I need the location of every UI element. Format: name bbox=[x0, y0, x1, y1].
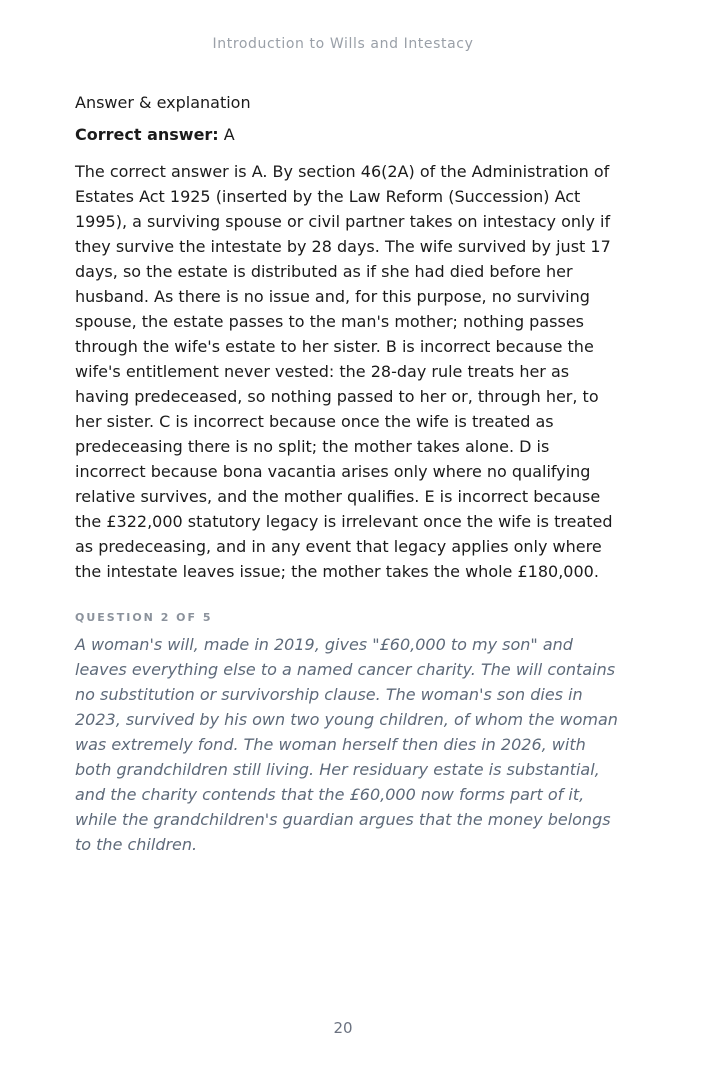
question-label: QUESTION 2 OF 5 bbox=[75, 611, 213, 624]
page-content bbox=[75, 92, 623, 857]
answer-explanation: The correct answer is A. By section 46(2A) of the Administration of Estates Act 1925 (inserted by the Law Reform (Succession) Act 1995), a surviving spouse or civil partner takes on intestacy only if they survive the intestate by 28 days. The wife survived by just 17 days, so the estate is distributed as if she had died before her husband. As there is no issue and, for this purpose, no surviving spouse, the estate passes to the man's mother; nothing passes through the wife's estate to her sister. B is incorrect because the wife's entitlement never vested: the 28-day rule treats her as having predeceased, so nothing passed to her or, through her, to her sister. C is incorrect because once the wife is treated as predeceasing there is no split; the mother takes alone. D is incorrect because bona vacantia arises only where no qualifying relative survives, and the mother qualifies. E is incorrect because the £322,000 statutory legacy is irrelevant once the wife is treated as predeceasing, and in any event that legacy applies only where the intestate leaves issue; the mother takes the whole £180,000. bbox=[75, 162, 613, 581]
running-header: Introduction to Wills and Intestacy bbox=[212, 36, 474, 52]
answer-section-label: Answer & explanation bbox=[75, 93, 251, 112]
correct-answer-label: Correct answer: bbox=[75, 125, 219, 144]
question-text: A woman's will, made in 2019, gives "£60,000 to my son" and leaves everything else to a named cancer charity. The will contains no substitution or survivorship clause. The woman's son dies in 2023, survived by his own two young children, of whom the woman was extremely fond. The woman herself then dies in 2026, with both grandchildren still living. Her residuary estate is substantial, and the charity contends that the £60,000 now forms part of it, while the grandchildren's guardian argues that the money belongs to the children. bbox=[75, 635, 618, 854]
page-number: 20 bbox=[333, 1019, 353, 1037]
correct-answer-value: A bbox=[223, 125, 235, 144]
correct-answer-line bbox=[75, 124, 623, 146]
